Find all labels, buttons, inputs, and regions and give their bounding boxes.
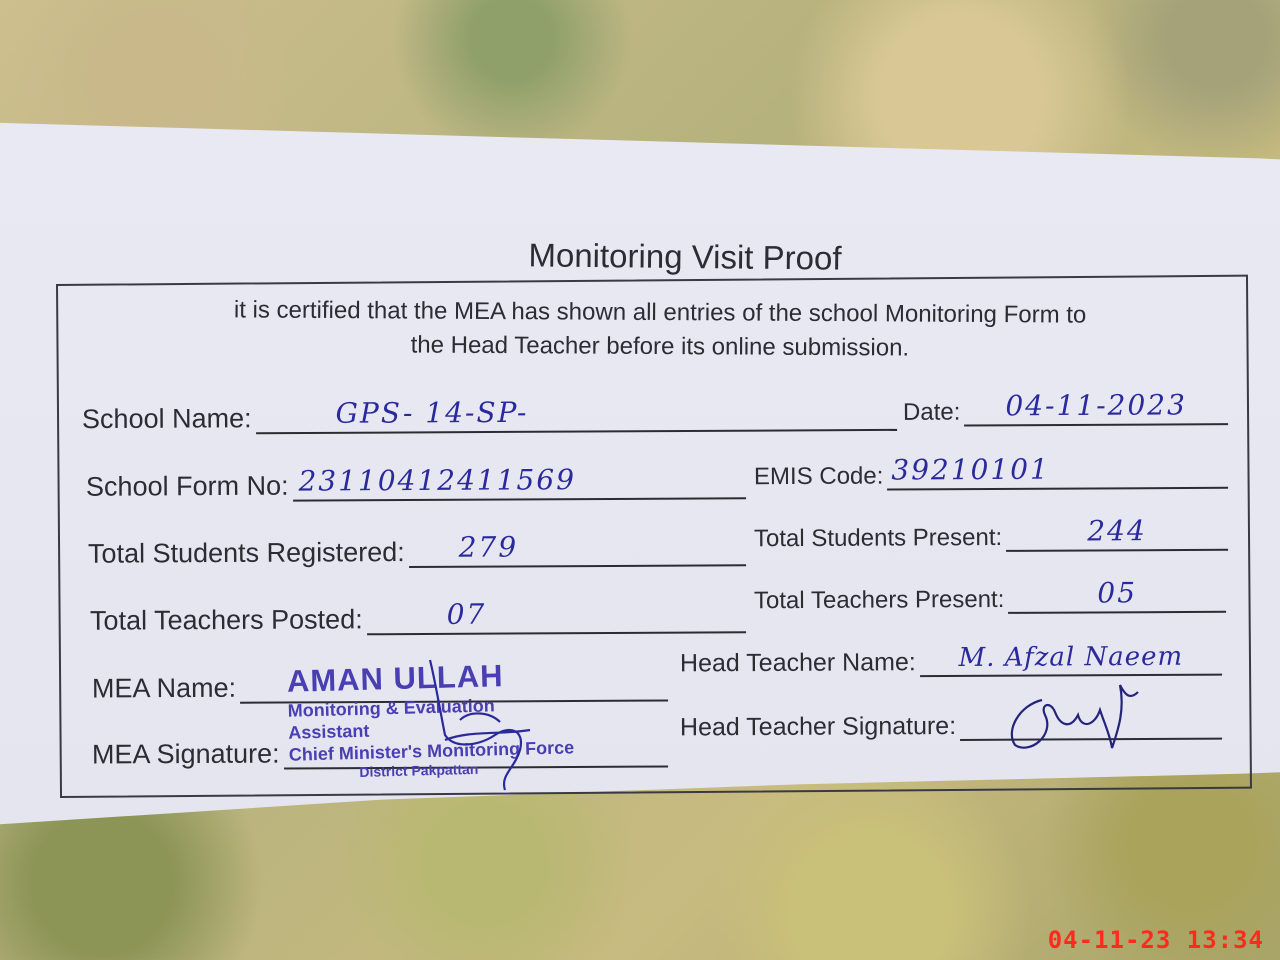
- head-teacher-signature-label: Head Teacher Signature:: [679, 711, 957, 742]
- emis-code-line: [887, 452, 1228, 491]
- total-teachers-posted-value: 07: [446, 597, 487, 631]
- stamp-line-2: Chief Minister's Monitoring Force: [288, 737, 575, 765]
- total-students-present-value: 244: [1087, 514, 1147, 548]
- certification-text: [70, 292, 1250, 367]
- stamp-line-1: Monitoring & Evaluation Assistant: [287, 695, 495, 743]
- total-students-registered-field: [87, 530, 746, 569]
- date-field: [902, 388, 1228, 427]
- emis-code-label: EMIS Code:: [753, 462, 884, 491]
- head-teacher-signature-scribble: [1000, 670, 1150, 760]
- head-teacher-name-value: M. Afzal Naeem: [958, 641, 1184, 673]
- emis-code-field: [753, 452, 1228, 491]
- school-form-no-line: [293, 463, 747, 501]
- form-title: Monitoring Visit Proof: [528, 236, 842, 277]
- school-form-no-field: [85, 463, 746, 502]
- school-form-no-label: School Form No:: [85, 470, 289, 502]
- mea-signature-scribble: [400, 640, 570, 800]
- stamp-line-3: District Pakpattan: [359, 760, 479, 780]
- total-students-registered-line: [409, 530, 746, 568]
- date-line: [964, 388, 1228, 426]
- head-teacher-name-label: Head Teacher Name:: [679, 648, 916, 678]
- total-teachers-posted-line: [367, 597, 746, 635]
- total-teachers-posted-label: Total Teachers Posted:: [89, 604, 363, 636]
- total-students-present-field: [753, 514, 1228, 553]
- total-teachers-present-value: 05: [1097, 576, 1138, 610]
- total-teachers-present-line: [1008, 576, 1226, 614]
- camera-timestamp: 04-11-23 13:34: [1047, 926, 1264, 954]
- total-teachers-present-label: Total Teachers Present:: [753, 585, 1005, 615]
- mea-signature-label: MEA Signature:: [91, 738, 280, 770]
- date-label: Date:: [902, 398, 961, 426]
- school-name-value: GPS- 14-SP-: [335, 395, 529, 430]
- stamp-name: AMAN ULLAH: [286, 658, 504, 699]
- school-form-no-value: 23110412411569: [298, 463, 577, 498]
- total-teachers-posted-field: [89, 597, 746, 636]
- certification-line-2: the Head Teacher before its online submission.: [410, 331, 910, 362]
- total-teachers-present-field: [753, 576, 1226, 615]
- school-name-line: [256, 395, 898, 434]
- total-students-present-label: Total Students Present:: [753, 523, 1003, 553]
- certification-line-1: it is certified that the MEA has shown all entries of the school Monitoring Form to: [233, 296, 1087, 329]
- mea-name-label: MEA Name:: [91, 672, 237, 704]
- emis-code-value: 39210101: [891, 452, 1050, 487]
- school-name-label: School Name:: [81, 403, 252, 435]
- total-students-registered-value: 279: [458, 530, 519, 564]
- school-name-field: [81, 395, 897, 435]
- total-students-registered-label: Total Students Registered:: [87, 537, 405, 569]
- total-students-present-line: [1006, 514, 1228, 552]
- date-value: 04-11-2023: [1005, 388, 1187, 423]
